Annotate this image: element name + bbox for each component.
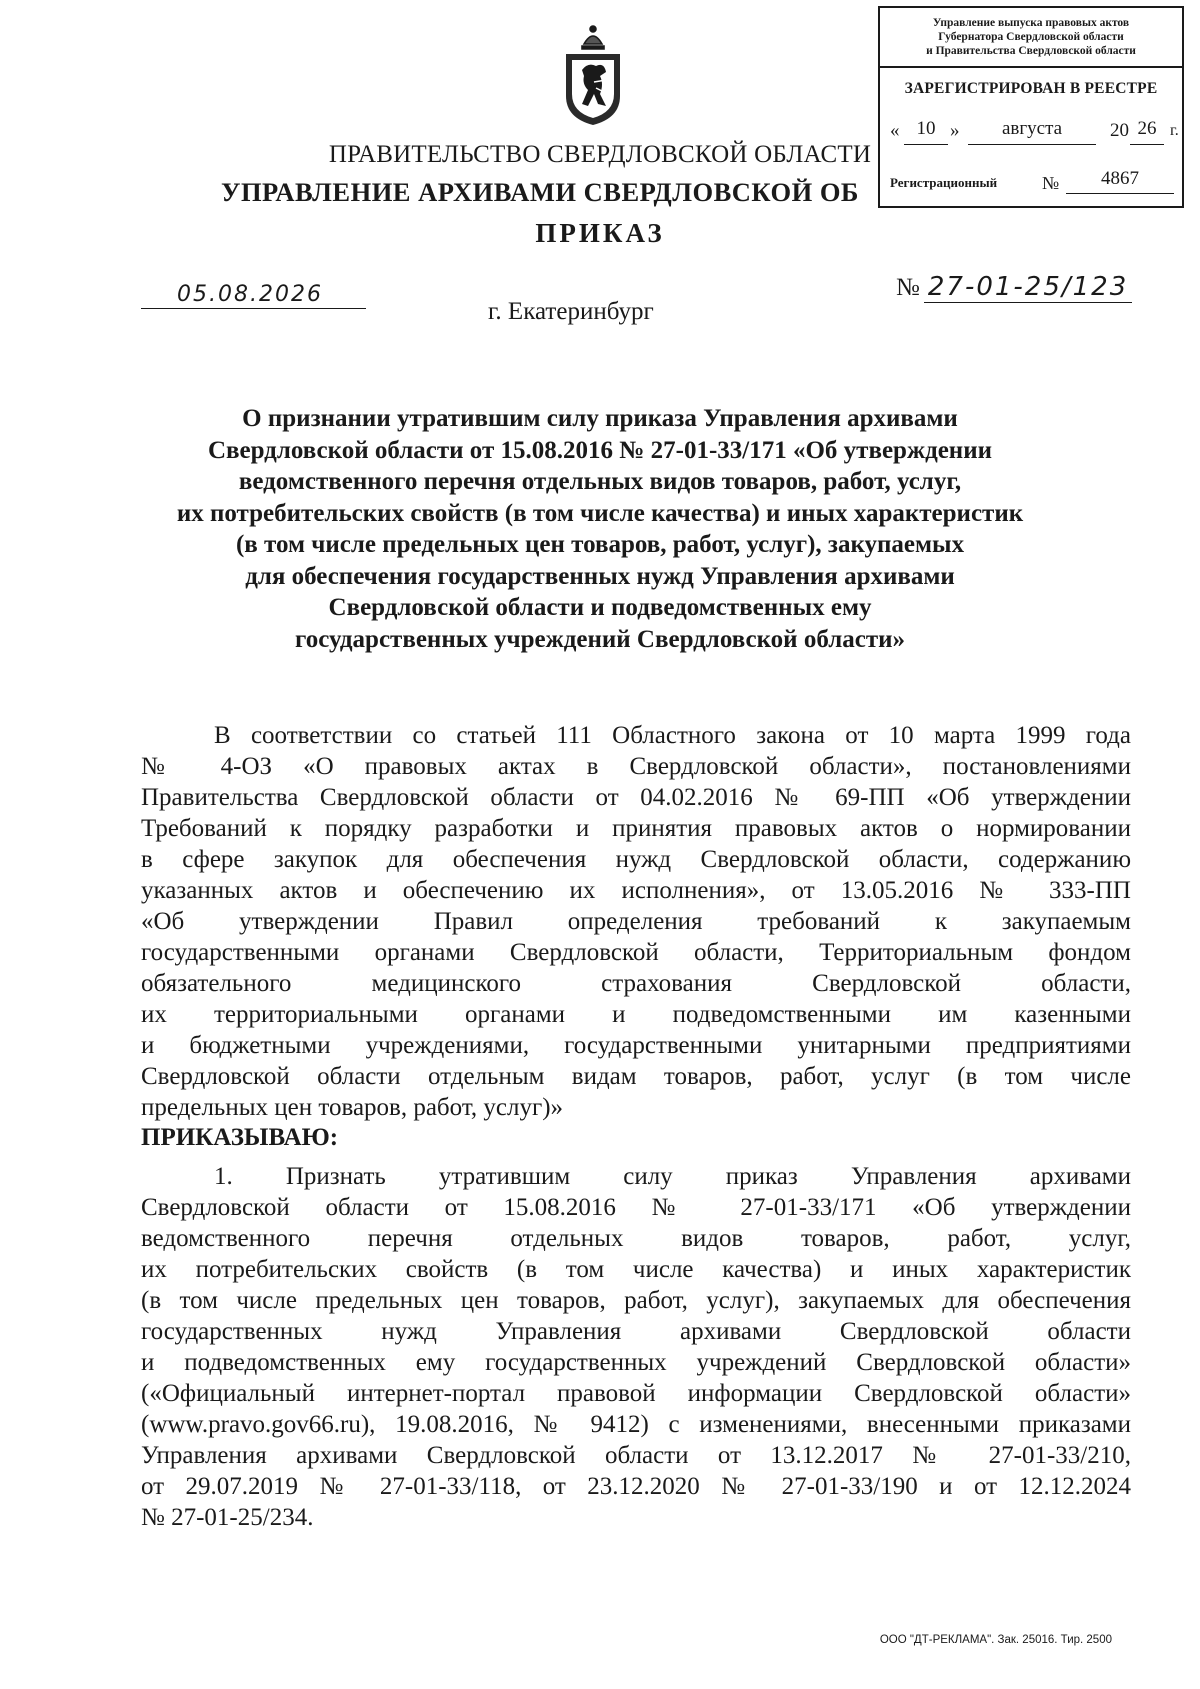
stamp-registered-label: ЗАРЕГИСТРИРОВАН В РЕЕСТРЕ [904,80,1158,97]
stamp-reg-number: 4867 [1066,165,1174,194]
stamp-header-line: и Правительства Свердловской области [926,45,1136,57]
preamble-line: № 4-ОЗ «О правовых актах в Свердловской области», постановлениями [141,753,1131,780]
item-line: ведомственного перечня отдельных видов товаров, работ, услуг, [141,1225,1131,1252]
preamble-line: предельных цен товаров, работ, услуг)» [141,1094,564,1121]
title-line: (в том числе предельных цен товаров, работ, услуг), закупаемых [235,531,965,558]
title-line: Свердловской области и подведомственных ему [328,594,872,621]
stamp-month: августа [968,114,1096,145]
preamble-line: Правительства Свердловской области от 04.02.2016 № 69-ПП «Об утверждении [141,784,1131,811]
item-line: (www.pravo.gov66.ru), 19.08.2016, № 9412) с изменениями, внесенными приказами [141,1411,1131,1438]
handwritten-order-number: 27-01-25/123 [924,272,1132,303]
title-line: государственных учреждений Свердловской области» [294,625,906,653]
title-line: их потребительских свойств (в том числе качества) и иных характеристик [176,499,1024,527]
order-number-field [896,272,1132,303]
title-line: О признании утратившим силу приказа Управления архивами [242,405,958,432]
item-line: Свердловской области от 15.08.2016 № 27-01-33/171 «Об утверждении [141,1194,1131,1221]
order-number-sign: № [896,274,920,301]
preamble-line: Свердловской области отдельным видам товаров, работ, услуг (в том числе [141,1063,1131,1090]
preamble-line: «Об утверждении Правил определения требований к закупаемым [141,908,1131,935]
preamble-line: Требований к порядку разработки и принятия правовых актов о нормировании [141,815,1131,842]
stamp-date [890,120,1186,148]
stamp-number-row [890,168,1180,199]
preamble-line: их территориальными органами и подведомственными им казенными [141,1001,1131,1028]
preamble-line: указанных актов и обеспечению их исполнения», от 13.05.2016 № 333-ПП [141,877,1131,904]
item-line: их потребительских свойств (в том числе качества) и иных характеристик [141,1256,1131,1283]
title-line: для обеспечения государственных нужд Управления архивами [245,562,955,590]
stamp-header-line: Губернатора Свердловской области [938,31,1124,43]
title-line: ведомственного перечня отдельных видов товаров, работ, услуг, [238,468,962,495]
stamp-divider [880,66,1182,68]
preamble-line: и бюджетными учреждениями, государственными унитарными предприятиями [141,1032,1131,1059]
document-type: ПРИКАЗ [535,218,665,248]
stamp-header [880,16,1182,58]
preamble-line: государственными органами Свердловской области, Территориальным фондом [141,939,1131,966]
item-line: и подведомственных ему государственных учреждений Свердловской области» [141,1349,1131,1376]
document-title [130,403,1070,655]
title-line: Свердловской области от 15.08.2016 № 27-01-33/171 «Об утверждении [207,436,993,464]
item-line: Управления архивами Свердловской области от 13.12.2017 № 27-01-33/210, [141,1442,1131,1469]
stamp-year-abbr: г. [1170,122,1179,139]
preamble-line: обязательного медицинского страхования Свердловской области, [141,970,1131,997]
item-line: (в том числе предельных цен товаров, работ, услуг), закупаемых для обеспечения [141,1287,1131,1314]
registration-stamp [878,6,1184,208]
stamp-year: 26 [1130,114,1164,145]
stamp-close-quote: » [950,120,960,141]
command-word: ПРИКАЗЫВАЮ: [141,1124,339,1151]
coat-of-arms-emblem [560,22,626,126]
preamble-line: в сфере закупок для обеспечения нужд Свердловской области, содержанию [141,846,1131,873]
stamp-header-line: Управление выпуска правовых актов [932,17,1130,29]
department-name: УПРАВЛЕНИЕ АРХИВАМИ СВЕРДЛОВСКОЙ ОБ [221,177,859,207]
stamp-reg-label: Регистрационный [890,175,998,190]
item-line: от 29.07.2019 № 27-01-33/118, от 23.12.2020 № 27-01-33/190 и от 12.12.2024 [141,1473,1131,1500]
stamp-open-quote: « [890,120,900,141]
stamp-number-sign: № [1042,173,1060,193]
stamp-day: 10 [904,114,948,145]
city: г. Екатеринбург [488,298,654,325]
date-field [141,282,366,309]
preamble-line: В соответствии со статьей 111 Областного закона от 10 марта 1999 года [214,722,1131,749]
government-name: ПРАВИТЕЛЬСТВО СВЕРДЛОВСКОЙ ОБЛАСТИ [328,141,872,168]
item-line: 1. Признать утратившим силу приказ Управления архивами [214,1163,1131,1190]
handwritten-date: 05.08.2026 [177,282,323,307]
stamp-year-prefix: 20 [1110,120,1129,141]
item-line: № 27-01-25/234. [141,1504,314,1531]
item-line: («Официальный интернет-портал правовой информации Свердловской области» [141,1380,1131,1407]
printer-imprint: ООО "ДТ-РЕКЛАМА". Зак. 25016. Тир. 2500 [879,1634,1112,1646]
item-line: государственных нужд Управления архивами Свердловской области [141,1318,1131,1345]
